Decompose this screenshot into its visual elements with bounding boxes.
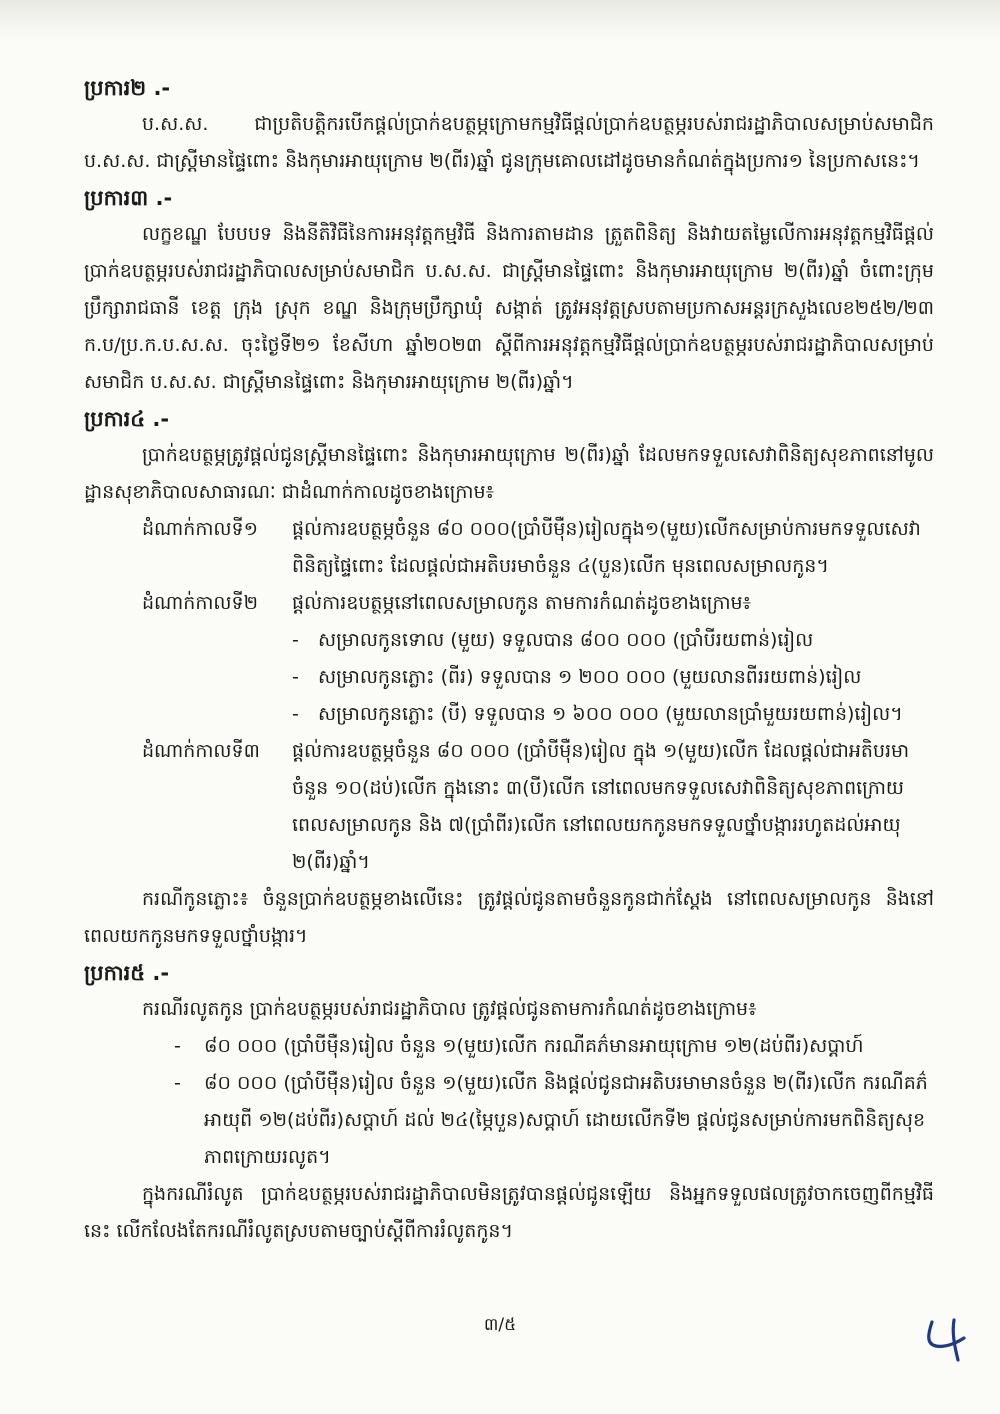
- stage-3: [142, 733, 934, 881]
- article-5-closing: ក្នុងករណីរំលូត ប្រាក់ឧបត្ថម្ភរបស់រាជរដ្ឋាភិបាលមិនត្រូវបានផ្តល់ជូនឡើយ និងអ្នកទទួលផលត្រូវចាកចេញពីកម្មវិធីនេះ លើកលែងតែករណីរំលូតស្របតាមច្បាប់ស្តីពីការរំលូតកូន។: [84, 1183, 934, 1242]
- handwritten-page-mark-icon: [918, 1314, 982, 1366]
- article-4-heading: ប្រការ៤ .-: [84, 407, 170, 431]
- list-item: - សម្រាលកូនភ្លោះ (ពីរ) ទទួលបាន ១ ២០០ ០០០ (មួយលានពីររយពាន់)រៀល: [292, 659, 934, 696]
- dash-icon: -: [174, 1072, 181, 1094]
- stage-2: [142, 585, 934, 733]
- stage-1-label: ដំណាក់កាលទី១: [142, 518, 258, 540]
- dash-icon: -: [174, 1035, 181, 1057]
- list-item: - ៨០ ០០០ (ប្រាំបីម៉ឺន)រៀល ចំនួន ១(មួយ)លើក និងផ្តល់ជូនជាអតិបរមាមានចំនួន ២(ពីរ)លើក ករណីគភ៌អាយុពី ១២(ដប់ពីរ)សប្តាហ៍ ដល់ ២៤(ម្ភៃបួន)សប្តាហ៍ ដោយលើកទី២ ផ្តល់ជូនសម្រាប់ការមកពិនិត្យសុខភាពក្រោយរលូត។: [174, 1065, 934, 1176]
- stage-2-body: [292, 585, 934, 733]
- article-5-intro: ករណីរលូតកូន ប្រាក់ឧបត្ថម្ភរបស់រាជរដ្ឋាភិបាល ត្រូវផ្តល់ជូនតាមការកំណត់ដូចខាងក្រោម៖: [142, 998, 757, 1020]
- list-item: - សម្រាលកូនភ្លោះ (បី) ទទួលបាន ១ ៦០០ ០០០ (មួយលានប្រាំមួយរយពាន់)រៀល។: [292, 696, 934, 733]
- stage-2-text: ផ្តល់ការឧបត្ថម្ភនៅពេលសម្រាលកូន តាមការកំណត់ដូចខាងក្រោម៖: [292, 592, 751, 614]
- dash-icon: -: [292, 666, 299, 688]
- list-item: - ៨០ ០០០ (ប្រាំបីម៉ឺន)រៀល ចំនួន ១(មួយ)លើក ករណីគភ៌មានអាយុក្រោម ១២(ដប់ពីរ)សប្តាហ៍: [174, 1028, 934, 1065]
- stage-1-text: ផ្តល់ការឧបត្ថម្ភចំនួន ៨០ ០០០(ប្រាំបីម៉ឺន)រៀលក្នុង១(មួយ)លើកសម្រាប់ការមកទទួលសេវាពិនិត្យផ្ទៃពោះ ដែលផ្តល់ជាអតិបរមាចំនួន ៤(បួន)លើក មុនពេលសម្រាលកូន។: [292, 518, 921, 577]
- article-4-intro: ប្រាក់ឧបត្ថម្ភត្រូវផ្តល់ជូនស្ត្រីមានផ្ទៃពោះ និងកុមារអាយុក្រោម ២(ពីរ)ឆ្នាំ ដែលមកទទួលសេវាពិនិត្យសុខភាពនៅមូលដ្ឋានសុខាភិបាលសាធារណៈ ជាដំណាក់កាលដូចខាងក្រោម៖: [84, 444, 934, 503]
- document-page: [84, 70, 934, 1250]
- stage-3-text: ផ្តល់ការឧបត្ថម្ភចំនួន ៨០ ០០០ (ប្រាំបីម៉ឺន)រៀល ក្នុង ១(មួយ)លើក ដែលផ្តល់ជាអតិបរមាចំនួន ១០(ដប់)លើក ក្នុងនោះ ៣(បី)លើក នៅពេលមកទទួលសេវាពិនិត្យសុខភាពក្រោយពេលសម្រាលកូន និង ៧(ប្រាំពីរ)លើក នៅពេលយកកូនមកទទួលថ្នាំបង្ការរហូតដល់អាយុ ២(ពីរ)ឆ្នាំ។: [292, 740, 910, 873]
- article-2-heading: ប្រការ២ .-: [84, 76, 171, 100]
- page-number: ៣/៥: [483, 1315, 517, 1335]
- article-2-text: ប.ស.ស. ជាប្រតិបត្តិករបើកផ្តល់ប្រាក់ឧបត្ថម្ភក្រោមកម្មវិធីផ្តល់ប្រាក់ឧបត្ថម្ភរបស់រាជរដ្ឋាភិបាលសម្រាប់សមាជិក ប.ស.ស. ជាស្ត្រីមានផ្ទៃពោះ និងកុមារអាយុក្រោម ២(ពីរ)ឆ្នាំ ជូនក្រុមគោលដៅដូចមានកំណត់ក្នុងប្រការ១ នៃប្រកាសនេះ។: [84, 113, 934, 172]
- article-3-heading: ប្រការ៣ .-: [84, 186, 173, 210]
- scan-edge: [0, 0, 1000, 40]
- stage-2-label: ដំណាក់កាលទី២: [142, 592, 258, 614]
- dash-icon: -: [292, 703, 299, 725]
- stage-1: [142, 511, 934, 585]
- dash-icon: -: [292, 629, 299, 651]
- article-3-text: លក្ខខណ្ឌ បែបបទ និងនីតិវិធីនៃការអនុវត្តកម្មវិធី និងការតាមដាន ត្រួតពិនិត្យ និងវាយតម្លៃលើការអនុវត្តកម្មវិធីផ្តល់ប្រាក់ឧបត្ថម្ភរបស់រាជរដ្ឋាភិបាលសម្រាប់សមាជិក ប.ស.ស. ជាស្ត្រីមានផ្ទៃពោះ និងកុមារអាយុក្រោម ២(ពីរ)ឆ្នាំ ចំពោះក្រុមប្រឹក្សារាជធានី ខេត្ត ក្រុង ស្រុក ខណ្ឌ និងក្រុមប្រឹក្សាឃុំ សង្កាត់ ត្រូវអនុវត្តស្របតាមប្រកាសអន្តរក្រសួងលេខ២៥២/២៣ ក.ប/ប្រ.ក.ប.ស.ស. ចុះថ្ងៃទី២១ ខែសីហា ឆ្នាំ២០២៣ ស្តីពីការអនុវត្តកម្មវិធីផ្តល់ប្រាក់ឧបត្ថម្ភរបស់រាជរដ្ឋាភិបាលសម្រាប់សមាជិក ប.ស.ស. ជាស្ត្រីមានផ្ទៃពោះ និងកុមារអាយុក្រោម ២(ពីរ)ឆ្នាំ។: [84, 223, 934, 393]
- stage-3-label: ដំណាក់កាលទី៣: [142, 740, 260, 762]
- article-5-heading: ប្រការ៥ .-: [84, 961, 170, 985]
- stage-2-list: [292, 622, 934, 733]
- article-5-list: [174, 1028, 934, 1176]
- list-item: - សម្រាលកូនទោល (មួយ) ទទួលបាន ៨០០ ០០០ (ប្រាំបីរយពាន់)រៀល: [292, 622, 934, 659]
- twins-note: ករណីកូនភ្លោះ៖ ចំនួនប្រាក់ឧបត្ថម្ភខាងលើនេះ ត្រូវផ្តល់ជូនតាមចំនួនកូនជាក់ស្តែង នៅពេលសម្រាលកូន និងនៅពេលយកកូនមកទទួលថ្នាំបង្ការ។: [84, 888, 934, 947]
